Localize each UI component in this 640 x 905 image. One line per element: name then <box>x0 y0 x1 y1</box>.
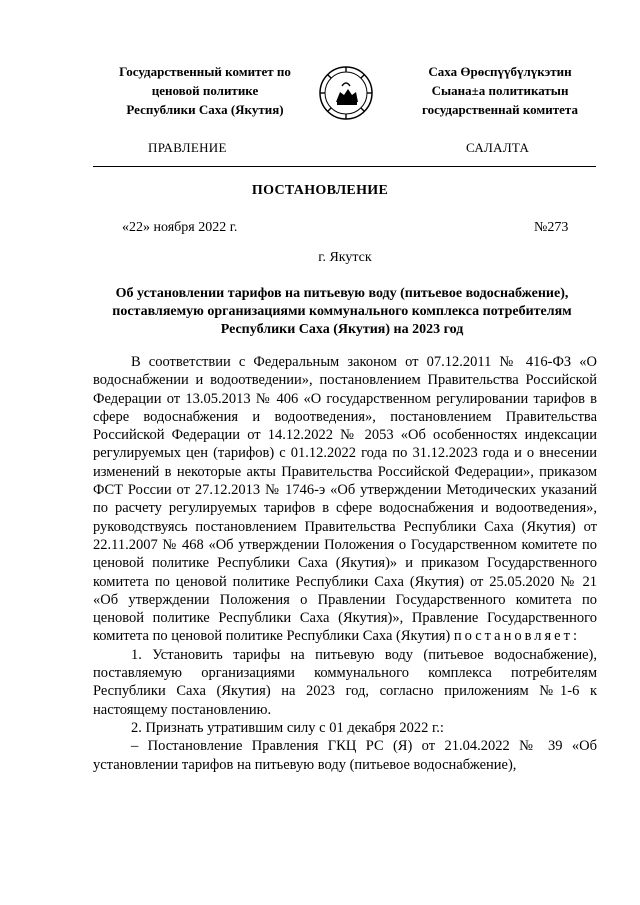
document-title: ПОСТАНОВЛЕНИЕ <box>251 183 389 198</box>
issuer-line: Сыана±а политикатын <box>431 83 569 98</box>
preamble-paragraph <box>93 353 597 646</box>
clause-1: 1. Установить тарифы на питьевую воду (питьевое водоснабжение), поставляемую организациями коммунального комплекса потребителям Республики Саха (Якутия) на 2023 год, согласно приложениям №1-6 к настоящему постановлению. <box>93 646 597 718</box>
document-subject: Об установлении тарифов на питьевую воду (питьевое водоснабжение), поставляемую организациями коммунального комплекса потребителям Республики Саха (Якутия) на 2023 год <box>112 286 572 337</box>
board-label-yakut: САЛАЛТА <box>466 140 530 155</box>
issuer-line: ценовой политике <box>151 83 259 98</box>
issuer-line: Государственный комитет по <box>119 64 291 79</box>
clause-2-item: – Постановление Правления ГКЦ РС (Я) от 21.04.2022 № 39 «Об установлении тарифов на питьевую воду (питьевое водоснабжение), <box>93 738 597 773</box>
header-divider <box>93 166 596 167</box>
coat-of-arms-icon <box>318 62 374 124</box>
issuer-line: Саха Өрөспүүбүлүкэтин <box>428 64 572 79</box>
document-date: «22» ноября 2022 г. <box>122 220 238 235</box>
issuer-line: государственнай комитета <box>422 102 578 117</box>
resolves-word: постановляет: <box>453 628 580 645</box>
issuer-line: Республики Саха (Якутия) <box>126 102 284 117</box>
document-city: г. Якутск <box>318 250 372 265</box>
document-body <box>93 353 597 774</box>
clause-2: 2. Признать утратившим силу с 01 декабря 2022 г.: <box>131 719 444 736</box>
preamble-text: В соответствии с Федеральным законом от 07.12.2011 № 416-ФЗ «О водоснабжении и водоотведении», постановлением Правительства Российской Федерации от 13.05.2013 № 406 «О государственном регулировании тарифов в сфере водоснабжения и водоотведения», постановлением Правительства Российской Федерации от 14.12.2022 № 2053 «Об особенностях индексации регулируемых цен (тарифов) с 01.12.2022 года по 31.12.2023 года и о внесении изменений в некоторые акты Правительства Российской Федерации», приказом ФСТ России от 27.12.2013 № 1746-э «Об утверждении Методических указаний по расчету регулируемых тарифов в сфере водоснабжения и водоотведения», руководствуясь постановлением Правительства Республики Саха (Якутия) от 22.11.2007 № 468 «Об утверждении Положения о Государственном комитете по ценовой политике Республики Саха (Якутия)» и приказом Государственного комитета по ценовой политике Республики Саха (Якутия) от 25.05.2020 № 21 «Об утверждении Положения о Правлении Государственного комитета по ценовой политике Республики Саха (Якутия)», Правление Государственного комитета по ценовой политике Республики Саха (Якутия) <box>93 354 597 645</box>
issuer-name-yakut <box>400 62 600 119</box>
board-label-russian: ПРАВЛЕНИЕ <box>148 140 227 155</box>
document-number: №273 <box>534 220 569 235</box>
issuer-name-russian <box>92 62 318 119</box>
